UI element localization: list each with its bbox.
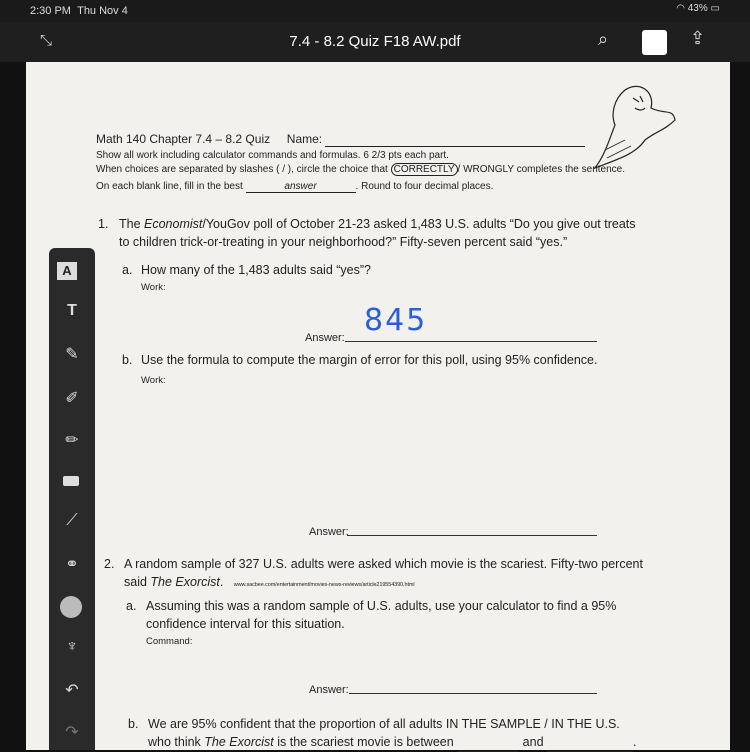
q1b-work-label: Work:	[141, 375, 166, 386]
eraser-tool-icon[interactable]	[63, 476, 79, 486]
q1a-label: a.	[122, 263, 133, 277]
status-bar	[0, 0, 750, 22]
search-icon[interactable]: ⌕	[598, 29, 609, 49]
q2b-label: b.	[128, 717, 139, 731]
stamp-tool-icon[interactable]: ♆	[66, 638, 78, 655]
q1a-work-label: Work:	[141, 282, 166, 293]
textbox-tool[interactable]: T	[67, 302, 77, 319]
undo-icon[interactable]: ↶	[65, 682, 79, 699]
collapse-arrows-icon[interactable]: ⤡	[40, 32, 53, 49]
document-title: 7.4 - 8.2 Quiz F18 AW.pdf	[289, 33, 461, 50]
q1b-answer-line[interactable]	[347, 535, 597, 536]
q2a-answer-label: Answer:	[309, 684, 349, 696]
highlighter-tool-icon[interactable]: ✏	[65, 432, 79, 449]
link-tool-icon[interactable]: ⚭	[65, 556, 79, 573]
q2a-command-label: Command:	[146, 636, 193, 647]
pen-tool-icon[interactable]: ✎	[65, 346, 79, 363]
ghost-doodle-icon	[585, 80, 680, 175]
q1a-answer-label: Answer:	[305, 332, 345, 344]
q1a-text: How many of the 1,483 adults said “yes”?	[141, 263, 371, 277]
annotation-toolbar	[49, 248, 95, 750]
circled-choice: CORRECTLY	[391, 163, 458, 176]
instructions-line-3: On each blank line, fill in the best answer . Round to four decimal places.	[96, 181, 494, 192]
source-url: www.sacbee.com/entertainment/movies-news-reviews/article219554390.html	[233, 582, 415, 588]
q2b-blank-1[interactable]	[457, 733, 519, 752]
page-thumbnail-button[interactable]	[642, 30, 667, 55]
q1a-handwritten-answer: 845	[364, 303, 428, 338]
wifi-icon: ◠	[676, 3, 685, 14]
pencil-tool-icon[interactable]: ✐	[65, 390, 79, 407]
q2b-text: We are 95% confident that the proportion of all adults IN THE SAMPLE / IN THE U.S. who think The Exorcist is the scariest movie is between and .	[148, 715, 708, 752]
q2a-text: Assuming this was a random sample of U.S. adults, use your calculator to find a 95% confidence interval for this situation.	[146, 599, 617, 631]
q1-text: The Economist/YouGov poll of October 21-23 asked 1,483 U.S. adults “Do you give out treats to children trick-or-treating in your neighborhood?” Fifty-seven percent said “yes.”	[119, 217, 636, 249]
instructions-line-2: When choices are separated by slashes ( / ), circle the choice that CORRECTLY / WRONGLY completes the sentence.	[96, 164, 626, 175]
q2a-label: a.	[126, 599, 137, 613]
name-label: Name:	[286, 132, 323, 146]
line-tool-icon[interactable]: ⟋	[66, 512, 78, 529]
color-picker-icon[interactable]	[60, 596, 82, 618]
text-recognition-tool[interactable]: A	[57, 262, 77, 280]
q1b-label: b.	[122, 353, 133, 367]
share-icon[interactable]: ⇪	[690, 28, 706, 48]
name-blank[interactable]	[325, 132, 585, 147]
q1b-answer-label: Answer:	[309, 526, 349, 538]
q1a-answer-line[interactable]	[345, 341, 597, 342]
q1b-text: Use the formula to compute the margin of error for this poll, using 95% confidence.	[141, 353, 598, 367]
q2-number: 2.	[104, 557, 115, 571]
battery-icon: ▭	[710, 3, 720, 14]
answer-blank-example: answer	[246, 181, 356, 193]
quiz-title: Math 140 Chapter 7.4 – 8.2 Quiz	[96, 132, 271, 146]
quiz-header-line	[96, 132, 585, 147]
instructions-line-1: Show all work including calculator commands and formulas. 6 2/3 pts each part.	[96, 150, 449, 161]
status-time: 2:30 PM Thu Nov 4	[30, 5, 128, 17]
q2-text: A random sample of 327 U.S. adults were asked which movie is the scariest. Fifty-two percent said The Exorcist. www.sacbee.com/entertainment/movies-news-reviews/article219554390.html	[124, 557, 643, 589]
q2a-answer-line[interactable]	[349, 693, 597, 694]
q1-number: 1.	[98, 217, 109, 231]
document-toolbar	[0, 22, 750, 62]
battery-indicator: ◠ 43% ▭	[676, 3, 720, 14]
redo-icon[interactable]: ↷	[65, 724, 79, 741]
q2b-blank-2[interactable]	[547, 733, 633, 752]
